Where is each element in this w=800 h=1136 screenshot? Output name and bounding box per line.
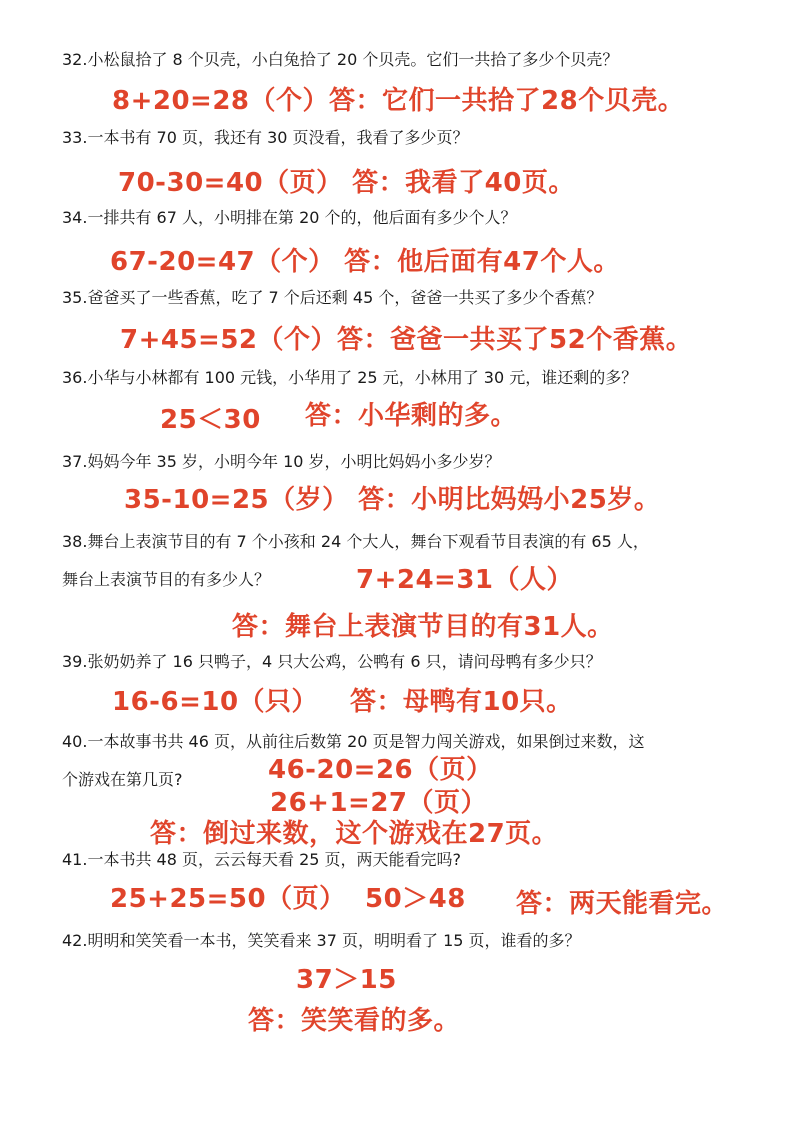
- question-41: 41.一本书共 48 页，云云每天看 25 页，两天能看完吗?: [62, 850, 462, 869]
- question-40-line2: 个游戏在第几页?: [62, 770, 183, 789]
- equation-39: 16-6=10（只）: [112, 687, 319, 717]
- question-38-line2: 舞台上表演节目的有多少人？: [62, 570, 271, 589]
- question-32: 32.小松鼠拾了 8 个贝壳，小白兔拾了 20 个贝壳。它们一共拾了多少个贝壳？: [62, 50, 619, 69]
- answer-40: 答：倒过来数，这个游戏在27页。: [150, 819, 559, 849]
- answer-34: 67-20=47（个） 答：他后面有47个人。: [110, 247, 620, 277]
- question-35: 35.爸爸买了一些香蕉，吃了 7 个后还剩 45 个，爸爸一共买了多少个香蕉？: [62, 288, 603, 307]
- answer-38: 答：舞台上表演节目的有31人。: [232, 612, 614, 642]
- answer-36: 答：小华剩的多。: [305, 401, 518, 431]
- equation-41-a: 25+25=50（页）: [110, 884, 346, 914]
- question-39: 39.张奶奶养了 16 只鸭子，4 只大公鸡，公鸭有 6 只，请问母鸭有多少只？: [62, 652, 602, 671]
- equation-42: 37＞15: [296, 965, 397, 995]
- answer-39: 答：母鸭有10只。: [350, 687, 573, 717]
- question-42: 42.明明和笑笑看一本书，笑笑看来 37 页，明明看了 15 页，谁看的多？: [62, 931, 581, 950]
- answer-33: 70-30=40（页） 答：我看了40页。: [118, 168, 575, 198]
- equation-36: 25＜30: [160, 405, 261, 435]
- question-38-line1: 38.舞台上表演节目的有 7 个小孩和 24 个大人，舞台下观看节目表演的有 65 人，: [62, 532, 649, 551]
- question-33: 33.一本书有 70 页，我还有 30 页没看，我看了多少页？: [62, 128, 469, 147]
- question-36: 36.小华与小林都有 100 元钱，小华用了 25 元，小林用了 30 元，谁还剩的多？: [62, 368, 638, 387]
- answer-32: 8+20=28（个）答：它们一共拾了28个贝壳。: [112, 86, 685, 116]
- equation-40-a: 46-20=26（页）: [268, 755, 493, 785]
- answer-42: 答：笑笑看的多。: [248, 1006, 461, 1036]
- answer-41: 答：两天能看完。: [516, 889, 729, 919]
- question-34: 34.一排共有 67 人，小明排在第 20 个的，他后面有多少个人？: [62, 208, 517, 227]
- equation-41-b: 50＞48: [365, 884, 466, 914]
- question-40-line1: 40.一本故事书共 46 页，从前往后数第 20 页是智力闯关游戏，如果倒过来数，这: [62, 732, 645, 751]
- equation-40-b: 26+1=27（页）: [270, 788, 488, 818]
- answer-35: 7+45=52（个）答：爸爸一共买了52个香蕉。: [120, 325, 693, 355]
- question-37: 37.妈妈今年 35 岁，小明今年 10 岁，小明比妈妈小多少岁？: [62, 452, 501, 471]
- equation-38: 7+24=31（人）: [356, 565, 574, 595]
- answer-37: 35-10=25（岁） 答：小明比妈妈小25岁。: [124, 485, 661, 515]
